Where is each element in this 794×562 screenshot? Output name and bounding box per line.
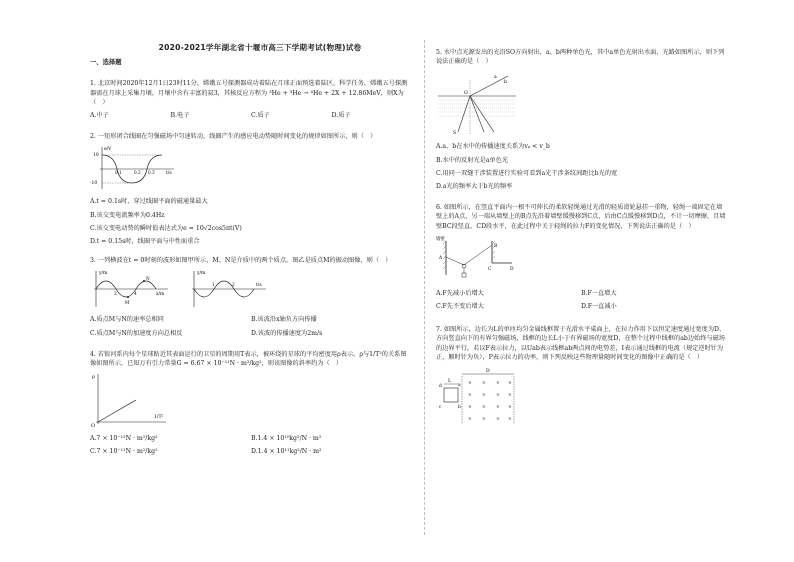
- option-b[interactable]: B.水中的反射光是a单色光: [436, 156, 509, 164]
- x-tick-1: 2: [114, 291, 117, 297]
- svg-text:×: ×: [482, 417, 486, 423]
- svg-text:×: ×: [508, 381, 512, 387]
- question-text: 7. 如图所示，边长为L的单匝均匀金属线框置于光滑水平桌面上，在拉力作用下以恒定速度通过宽度为D、方向竖直向下的有界匀强磁场，线框的边长L小于有界磁场的宽度D，在整个过程中线框的ab边始终与磁场的边界平行，若以F表示拉力，以Uab表示线框ab两点间的电势差，I表示通过线框的电流（规定逆时针为正，顺时针为负），P表示拉力的功率，则下列反映这些物理量随时间变化的图像中正确的是（ ）: [436, 326, 726, 361]
- option-d[interactable]: D.质子: [331, 112, 351, 120]
- vibration-graph-yi: [188, 269, 272, 309]
- y-bottom-tick: -10: [90, 181, 98, 187]
- svg-text:×: ×: [482, 393, 486, 399]
- pulley-diagram: [436, 235, 520, 283]
- point-c: C: [488, 266, 492, 272]
- question-7: [436, 325, 726, 426]
- option-c[interactable]: C.7 × 10⁻¹¹N · m²/kg²: [90, 448, 158, 456]
- corner-a: a: [458, 383, 461, 389]
- refraction-diagram: [436, 70, 520, 136]
- question-4: [90, 350, 412, 457]
- x-tick-3: 0.3: [148, 170, 155, 176]
- corner-d: d: [439, 384, 442, 390]
- svg-text:×: ×: [468, 417, 472, 423]
- source-s: S: [453, 131, 457, 137]
- question-text: 3. 一列横波在t = 0时刻的波形如图甲所示，M、N是介质中的两个质点，图乙是质点M的振动图像，则（ ）: [90, 257, 392, 265]
- y-axis-label: ρ: [92, 374, 95, 381]
- point-b: B: [494, 243, 498, 249]
- question-text: 4. 若银河系内每个星球贴近其表面运行的卫星的周期用T表示，被环绕的星球的平均密度用ρ表示。ρ与1/T²的关系图像如图所示，已知万有引力常量G = 6.67 × 10⁻¹¹N · m²/kg²，则该图像的斜率约为（ ）: [90, 350, 407, 368]
- x-tick-2: 0.2: [134, 170, 141, 176]
- question-3: [90, 256, 412, 338]
- question-6: [436, 203, 726, 311]
- svg-text:×: ×: [496, 405, 500, 411]
- svg-text:×: ×: [482, 381, 486, 387]
- option-c[interactable]: C.该交变电动势的瞬时值表达式为e = 10√2cos5πt(V): [90, 224, 242, 232]
- magnetic-field-diagram: [436, 366, 520, 426]
- option-d[interactable]: D.1.4 × 10¹¹kg²/N · m²: [251, 448, 322, 456]
- y-top-tick: 10: [93, 153, 99, 159]
- option-c[interactable]: C.质点M与N的加速度方向总相反: [90, 329, 183, 337]
- section-heading: 一、选择题: [90, 59, 122, 67]
- question-text: 6. 如图所示，在竖直平面内一根不可伸长的柔软轻绳通过光滑的轻质滑轮悬挂一重物，轻绳一端固定在墙壁上的A点，另一端从墙壁上的B点先沿着墙壁缓慢移到C点，后由C点缓慢移到D点，不计一切摩擦，且墙壁BC段竖直，CD段水平，在此过程中关于轻绳的拉力F的变化情况，下列说法正确的是（ ）: [436, 204, 726, 230]
- ray-a-label: a: [494, 75, 497, 81]
- option-c[interactable]: C.用同一双缝干涉装置进行实验可看到a光干涉条纹间距比b光的宽: [436, 169, 618, 177]
- x-axis-label: 1/T²: [154, 415, 164, 421]
- ray-b-label: b: [504, 80, 507, 86]
- option-a[interactable]: A.7 × 10⁻¹²N · m²/kg²: [90, 435, 158, 443]
- svg-text:×: ×: [496, 417, 500, 423]
- option-d[interactable]: D.该波的传播速度为2m/s: [251, 329, 323, 337]
- width-d-label: D: [486, 369, 490, 375]
- question-text: 5. 水中点光源发出的光沿SO方向射出，a、b两种单色光，其中a单色光射出水面，光路如图所示，则下列说法正确的是（ ）: [436, 49, 725, 66]
- density-period-graph: [90, 372, 170, 428]
- svg-text:×: ×: [468, 405, 472, 411]
- x-axis-label: x/m: [156, 292, 165, 298]
- x-tick-2: 4: [134, 291, 137, 297]
- y-axis-label: y/m: [197, 271, 206, 277]
- svg-text:×: ×: [496, 393, 500, 399]
- option-b[interactable]: B.F一直增大: [581, 289, 617, 297]
- question-1: [90, 79, 412, 120]
- x-tick-1: 0.1: [115, 170, 122, 176]
- wall-label: 墙壁: [436, 236, 445, 242]
- question-text: 2. 一矩形闭合线圈在匀强磁场中匀速转动，线圈产生的感应电动势随时间变化的规律如图所示，则（ ）: [90, 133, 377, 141]
- option-b[interactable]: B.该波沿x轴负方向传播: [251, 316, 317, 324]
- corner-c: c: [439, 405, 442, 411]
- option-a[interactable]: A.a、b在水中的传播速度关系为vₐ < v_b: [436, 143, 550, 151]
- left-column: [90, 43, 412, 461]
- point-n: N: [146, 276, 150, 282]
- point-o: O: [464, 91, 468, 97]
- option-b[interactable]: B.1.4 × 10¹⁰kg²/N · m²: [251, 435, 322, 443]
- x-tick-1: 1: [212, 282, 215, 288]
- option-d[interactable]: D.a光的频率大于b光的频率: [436, 183, 513, 191]
- x-axis-label: t/s: [166, 171, 172, 177]
- option-a[interactable]: A.中子: [90, 112, 109, 120]
- point-m: M: [125, 300, 130, 306]
- svg-text:×: ×: [508, 405, 512, 411]
- question-2: [90, 132, 412, 246]
- option-a[interactable]: A.F先减小后增大: [436, 289, 484, 297]
- option-a[interactable]: A.质点M与N的速率总相同: [90, 316, 164, 324]
- svg-text:×: ×: [496, 381, 500, 387]
- point-d: D: [510, 266, 514, 272]
- side-l-label: L: [448, 379, 452, 385]
- option-a[interactable]: A.t = 0.1s时，穿过线圈平面的磁通量最大: [90, 198, 208, 206]
- svg-text:×: ×: [468, 381, 472, 387]
- svg-text:×: ×: [468, 393, 472, 399]
- option-b[interactable]: B.该交变电流频率为0.4Hz: [90, 211, 165, 219]
- column-divider: [424, 40, 425, 535]
- svg-text:×: ×: [482, 405, 486, 411]
- x-axis-label: t/s: [256, 283, 262, 289]
- y-axis-label: y/m: [99, 271, 108, 277]
- wave-graph-jia: [90, 269, 174, 309]
- right-column: [436, 48, 726, 430]
- x-tick-2: 2: [232, 282, 235, 288]
- corner-b: b: [458, 405, 461, 411]
- question-5: [436, 48, 726, 191]
- option-d[interactable]: D.F一直减小: [581, 303, 617, 311]
- svg-text:×: ×: [508, 393, 512, 399]
- emf-graph: [90, 145, 180, 191]
- point-a: A: [439, 255, 443, 261]
- y-axis-label: e/V: [104, 147, 112, 153]
- origin-label: O: [91, 423, 96, 429]
- option-c[interactable]: C.质子: [251, 112, 270, 120]
- option-c[interactable]: C.F先不变后增大: [436, 303, 484, 311]
- option-b[interactable]: B.电子: [170, 112, 190, 120]
- page-title: 2020-2021学年湖北省十堰市高三下学期考试(物理)试卷: [158, 43, 362, 52]
- option-d[interactable]: D.t = 0.15s时，线圈平面与中性面重合: [90, 238, 200, 246]
- svg-text:×: ×: [508, 417, 512, 423]
- question-text: 1. 北京时间2020年12月1日23时11分，嫦娥五号探测器成功着陆在月球正面预选着陆区，科学任务，嫦娥五号探测器需在月球上采集月壤，月壤中含有丰富的氦3，其核反应方程为 ³He + ³He → ⁴He + 2X + 12.86MeV，则X为（ ）: [90, 80, 408, 106]
